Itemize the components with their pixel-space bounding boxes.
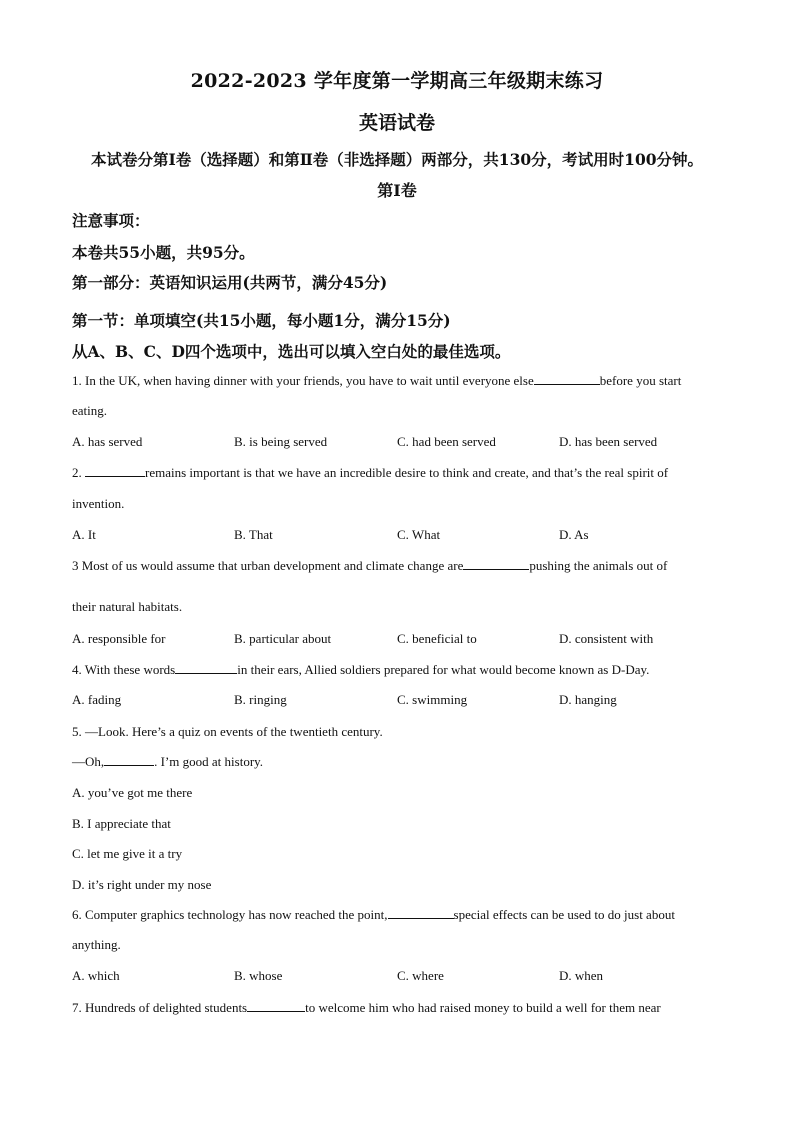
option-c[interactable]: C. swimming: [397, 692, 468, 707]
option-b[interactable]: B. ringing: [234, 692, 287, 707]
question-text: 7. Hundreds of delighted students: [72, 1000, 248, 1015]
option-c[interactable]: C. What: [397, 527, 441, 542]
question-text: pushing the animals out of: [529, 558, 668, 573]
question-1-line-2: eating.: [72, 403, 108, 418]
question-text: 2.: [72, 465, 85, 480]
question-5-line-2: [72, 754, 724, 770]
answer-blank: [463, 558, 529, 570]
question-5-line-1: 5. —Look. Here’s a quiz on events of the twentieth century.: [72, 724, 383, 739]
question-2-line-1: [72, 465, 724, 481]
instruction-text: 从A、B、C、D四个选项中，选出可以填入空白处的最佳选项。: [72, 342, 511, 361]
question-text: to welcome him who had raised money to build a well for them near: [305, 1000, 661, 1015]
option-c[interactable]: C. let me give it a try: [72, 846, 183, 861]
question-text: 3 Most of us would assume that urban development and climate change are: [72, 558, 464, 573]
question-text: remains important is that we have an incredible desire to think and create, and that’s the real spirit of: [145, 465, 669, 480]
question-text: —Oh,: [72, 754, 105, 769]
option-c[interactable]: C. where: [397, 968, 444, 983]
option-c[interactable]: C. had been served: [397, 434, 496, 449]
question-6-line-2: anything.: [72, 937, 121, 952]
option-b[interactable]: B. is being served: [234, 434, 328, 449]
exam-subtitle: 英语试卷: [358, 112, 435, 134]
option-c[interactable]: C. beneficial to: [397, 631, 477, 646]
question-text: 6. Computer graphics technology has now reached the point,: [72, 907, 388, 922]
option-a[interactable]: A. has served: [72, 434, 143, 449]
question-4-line-1: [72, 662, 724, 678]
question-1-line-1: [72, 373, 724, 389]
notes-heading: 注意事项：: [72, 211, 150, 230]
option-d[interactable]: D. it’s right under my nose: [72, 877, 212, 892]
answer-blank: [104, 754, 154, 766]
option-a[interactable]: A. It: [72, 527, 96, 542]
option-a[interactable]: A. responsible for: [72, 631, 166, 646]
exam-title: 2022-2023 学年度第一学期高三年级期末练习: [190, 70, 604, 92]
question-3-line-2: their natural habitats.: [72, 599, 183, 614]
option-a[interactable]: A. which: [72, 968, 120, 983]
answer-blank: [247, 1000, 305, 1012]
option-d[interactable]: D. when: [559, 968, 604, 983]
option-a[interactable]: A. fading: [72, 692, 122, 707]
question-text: in their ears, Allied soldiers prepared for what would become known as D-Day.: [237, 662, 650, 677]
question-text: special effects can be used to do just about: [453, 907, 675, 922]
option-d[interactable]: D. hanging: [559, 692, 617, 707]
answer-blank: [388, 907, 454, 919]
volume-heading: 第Ⅰ卷: [377, 181, 417, 200]
question-3-line-1: [72, 558, 724, 574]
answer-blank: [175, 662, 237, 674]
question-text: . I’m good at history.: [154, 754, 264, 769]
part-one-heading: 第一部分：英语知识运用(共两节，满分45分): [72, 273, 388, 292]
question-7-line-1: [72, 1000, 724, 1016]
section-one-heading: 第一节：单项填空(共15小题，每小题1分，满分15分): [72, 311, 451, 330]
option-b[interactable]: B. whose: [234, 968, 283, 983]
option-d[interactable]: D. has been served: [559, 434, 658, 449]
option-d[interactable]: D. consistent with: [559, 631, 654, 646]
option-a[interactable]: A. you’ve got me there: [72, 785, 193, 800]
option-b[interactable]: B. That: [234, 527, 273, 542]
answer-blank: [534, 373, 600, 385]
question-count: 本卷共55小题，共95分。: [72, 243, 255, 262]
option-b[interactable]: B. I appreciate that: [72, 816, 171, 831]
question-text: 1. In the UK, when having dinner with your friends, you have to wait until everyone else: [72, 373, 534, 388]
option-b[interactable]: B. particular about: [234, 631, 332, 646]
option-d[interactable]: D. As: [559, 527, 589, 542]
answer-blank: [85, 465, 145, 477]
question-text: 4. With these words: [72, 662, 176, 677]
exam-intro: 本试卷分第Ⅰ卷（选择题）和第Ⅱ卷（非选择题）两部分，共130分，考试用时100分钟。: [90, 150, 704, 169]
question-6-line-1: [72, 907, 724, 923]
question-text: before you start: [599, 373, 682, 388]
question-2-line-2: invention.: [72, 496, 125, 511]
